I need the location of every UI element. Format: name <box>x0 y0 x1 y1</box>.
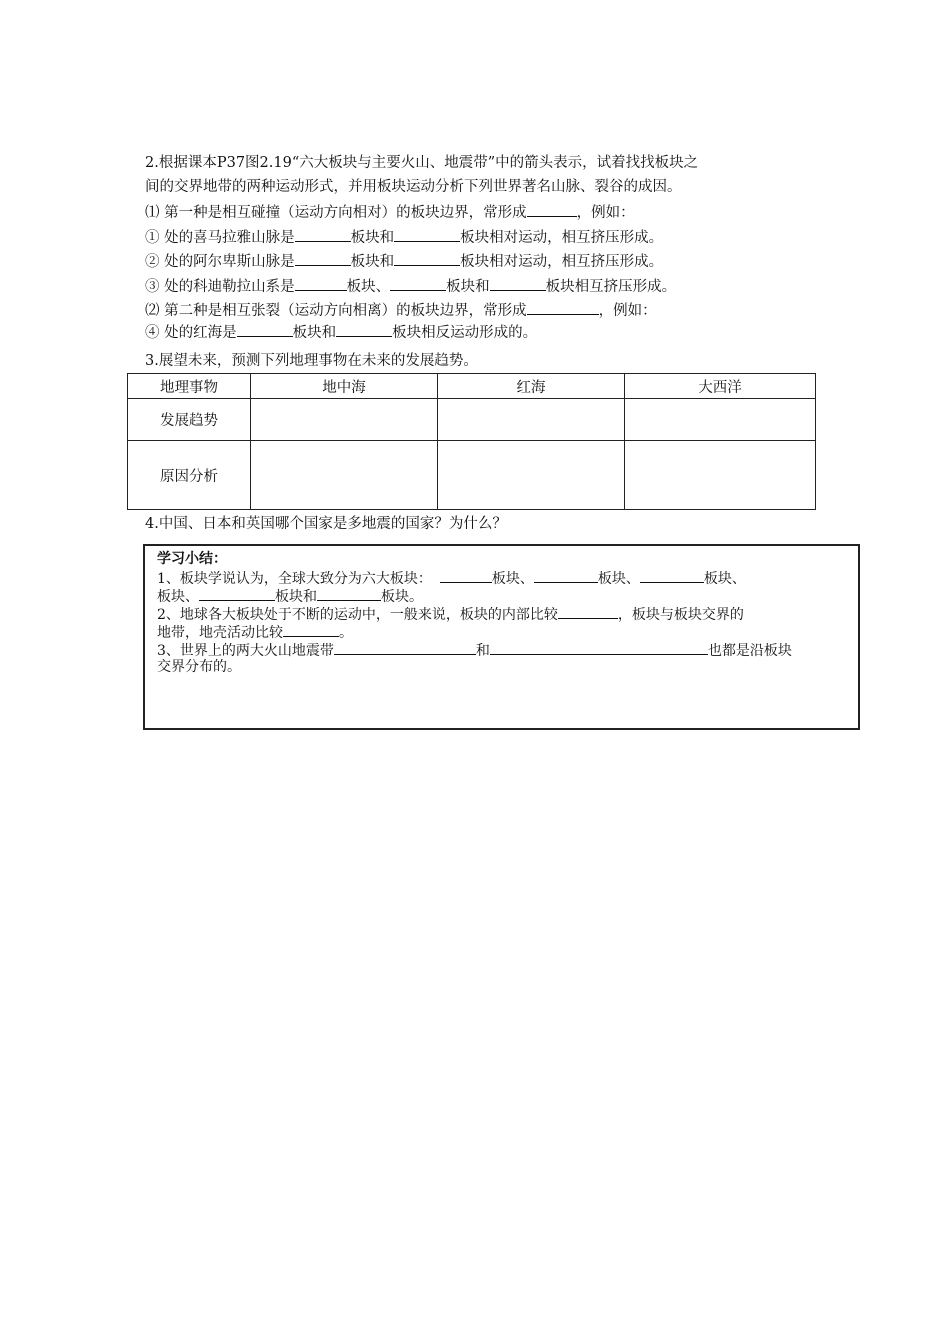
item-text: 板块和 <box>350 230 395 246</box>
item-text: 板块、 <box>346 279 391 295</box>
summary-line-1b <box>157 586 423 606</box>
summary-text: ，板块与板块交界的 <box>617 607 744 623</box>
q2-part-1-text: ⑴ 第一种是相互碰撞（运动方向相对）的板块边界，常形成 <box>145 205 527 221</box>
summary-text: 板块、 <box>157 589 199 605</box>
item-text: 板块和 <box>292 325 337 341</box>
table-cell-input[interactable] <box>625 399 816 441</box>
summary-text: 地带，地壳活动比较 <box>157 625 283 641</box>
answer-blank[interactable] <box>317 586 381 601</box>
answer-blank[interactable] <box>490 276 546 291</box>
answer-blank[interactable] <box>527 300 599 315</box>
item-text: 板块相反运动形成的。 <box>392 325 538 341</box>
answer-blank[interactable] <box>640 568 704 583</box>
summary-text: 板块。 <box>381 589 423 605</box>
trend-table <box>127 373 816 510</box>
row-label: 发展趋势 <box>128 399 251 441</box>
item-text: 板块和 <box>446 279 490 295</box>
summary-text: 1、板块学说认为，全球大致分为六大板块： <box>157 571 432 587</box>
item-text: ③ 处的科迪勒拉山系是 <box>145 279 295 295</box>
summary-text: 板块、 <box>491 571 534 587</box>
q4-text: 4.中国、日本和英国哪个国家是多地震的国家？为什么？ <box>145 516 507 532</box>
q2-part-1-suffix: ，例如： <box>576 205 635 221</box>
item-text: ，例如： <box>598 303 657 319</box>
q2-item-3 <box>145 276 676 298</box>
summary-box <box>143 544 860 730</box>
summary-text: 也都是沿板块 <box>707 643 792 659</box>
item-text: ⑵ 第二种是相互张裂（运动方向相离）的板块边界，常形成 <box>145 303 527 319</box>
summary-line-2 <box>157 604 744 624</box>
answer-blank[interactable] <box>558 604 618 619</box>
q2-intro-line-1: 2.根据课本P37图2.19“六大板块与主要火山、地震带”中的箭头表示，试着找找板块之 <box>145 155 699 171</box>
answer-blank[interactable] <box>490 640 708 655</box>
q2-item-2 <box>145 251 663 273</box>
summary-text: 和 <box>475 643 490 659</box>
table-cell-input[interactable] <box>625 441 816 510</box>
summary-text: 2、地球各大板块处于不断的运动中，一般来说，板块的内部比较 <box>157 607 558 623</box>
summary-text: 。 <box>339 625 353 641</box>
answer-blank[interactable] <box>295 227 351 242</box>
q3-intro: 3.展望未来，预测下列地理事物在未来的发展趋势。 <box>145 353 478 369</box>
table-header: 大西洋 <box>625 374 816 399</box>
answer-blank[interactable] <box>390 276 446 291</box>
q2-item-1 <box>145 227 663 249</box>
item-text: 板块相互挤压形成。 <box>545 279 677 295</box>
summary-title: 学习小结： <box>157 551 227 567</box>
row-label: 原因分析 <box>128 441 251 510</box>
summary-text: 板块、 <box>597 571 640 587</box>
answer-blank[interactable] <box>334 640 476 655</box>
q2-item-4 <box>145 322 537 344</box>
item-text: ② 处的阿尔卑斯山脉是 <box>145 254 295 270</box>
answer-blank[interactable] <box>534 568 598 583</box>
answer-blank[interactable] <box>394 227 460 242</box>
answer-blank[interactable] <box>527 202 577 217</box>
answer-blank[interactable] <box>199 586 275 601</box>
answer-blank[interactable] <box>295 251 351 266</box>
answer-blank[interactable] <box>283 622 339 637</box>
table-cell-input[interactable] <box>438 399 625 441</box>
table-header: 红海 <box>438 374 625 399</box>
q2-part-1 <box>145 202 635 224</box>
item-text: ① 处的喜马拉雅山脉是 <box>145 230 295 246</box>
item-text: 板块相对运动，相互挤压形成。 <box>460 230 664 246</box>
summary-line-3b: 交界分布的。 <box>157 659 241 675</box>
summary-text: 3、世界上的两大火山地震带 <box>157 643 334 659</box>
answer-blank[interactable] <box>295 276 347 291</box>
summary-text: 板块和 <box>275 589 317 605</box>
table-cell-input[interactable] <box>251 399 438 441</box>
answer-blank[interactable] <box>440 568 492 583</box>
table-header: 地理事物 <box>128 374 251 399</box>
q2-intro-line-2: 间的交界地带的两种运动形式，并用板块运动分析下列世界著名山脉、裂谷的成因。 <box>145 179 682 195</box>
summary-line-2b <box>157 622 353 642</box>
summary-text: 板块、 <box>703 571 746 587</box>
summary-line-1 <box>157 568 746 588</box>
answer-blank[interactable] <box>237 322 293 337</box>
item-text: 板块和 <box>350 254 395 270</box>
item-text: ④ 处的红海是 <box>145 325 237 341</box>
table-cell-input[interactable] <box>438 441 625 510</box>
answer-blank[interactable] <box>394 251 460 266</box>
table-header: 地中海 <box>251 374 438 399</box>
item-text: 板块相对运动，相互挤压形成。 <box>460 254 664 270</box>
summary-line-3 <box>157 640 792 660</box>
q2-part-2 <box>145 300 657 322</box>
answer-blank[interactable] <box>336 322 392 337</box>
table-cell-input[interactable] <box>251 441 438 510</box>
